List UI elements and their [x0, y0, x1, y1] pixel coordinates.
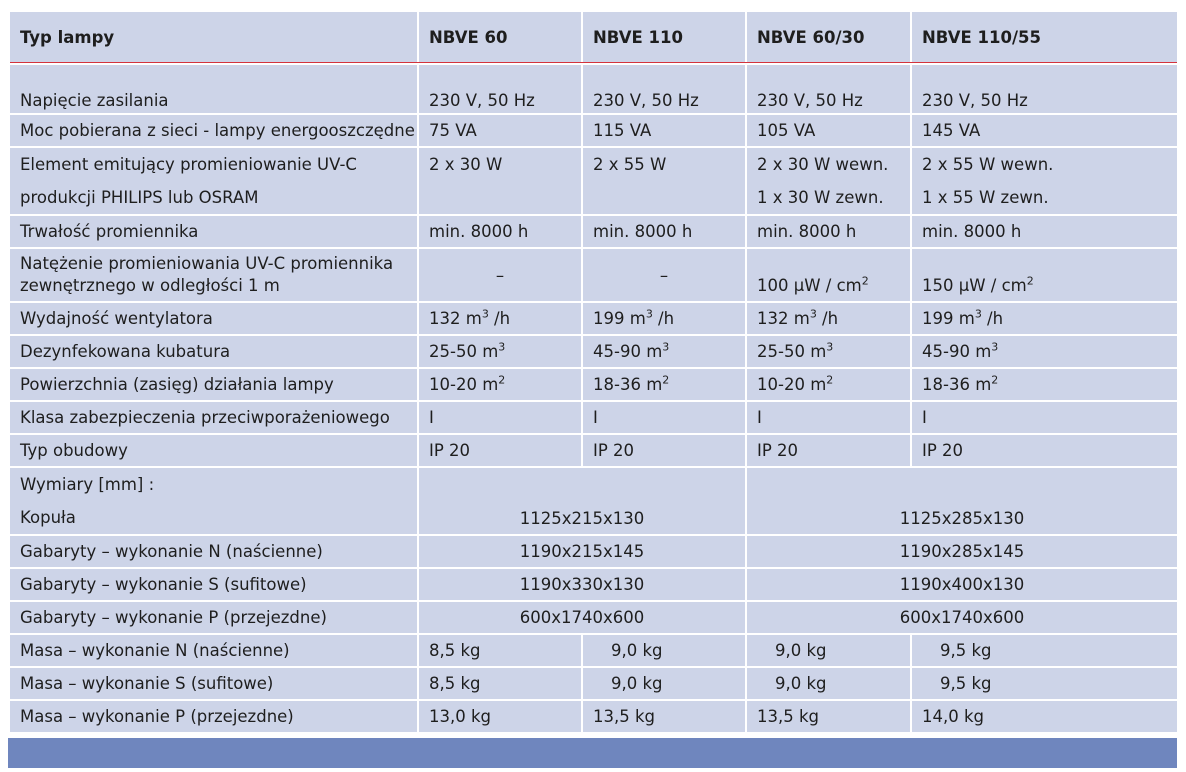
row-label: Napięcie zasilania	[9, 64, 418, 114]
model-name: NBVE 60/30	[746, 11, 911, 62]
cell-value: 115 VA	[582, 114, 746, 147]
cell-value: 9,5 kg	[911, 634, 1178, 667]
row-label: Gabaryty – wykonanie P (przejezdne)	[9, 601, 418, 634]
cell-value: 75 VA	[418, 114, 582, 147]
cell-value	[582, 335, 746, 368]
cell-value: 14,0 kg	[911, 700, 1178, 733]
table-row	[9, 215, 1178, 248]
cell-value	[418, 147, 582, 215]
cell-value: 1190x215x145	[418, 535, 746, 568]
unit-suffix: /h	[652, 309, 675, 328]
model-name: NBVE 60	[418, 11, 582, 62]
value-text: 10-20 m	[757, 375, 827, 394]
cell-value: IP 20	[418, 434, 582, 467]
unit-superscript: 2	[861, 274, 869, 288]
unit-superscript: 2	[1026, 274, 1034, 288]
cell-line: 2 x 55 W	[593, 155, 667, 174]
row-label: Typ obudowy	[9, 434, 418, 467]
cell-value	[746, 335, 911, 368]
row-label: Powierzchnia (zasięg) działania lampy	[9, 368, 418, 401]
cell-value: –	[418, 248, 582, 302]
row-label: Dezynfekowana kubatura	[9, 335, 418, 368]
cell-value: 9,0 kg	[746, 634, 911, 667]
cell-value: 105 VA	[746, 114, 911, 147]
value-text: 25-50 m	[757, 342, 827, 361]
cell-value	[418, 335, 582, 368]
unit-superscript: 3	[826, 340, 834, 354]
cell-line: 2 x 30 W	[429, 155, 503, 174]
header-label: Typ lampy	[9, 11, 418, 62]
row-label-line: produkcji PHILIPS lub OSRAM	[20, 188, 259, 207]
row-label	[9, 248, 418, 302]
table-row	[9, 368, 1178, 401]
table-row	[9, 467, 1178, 535]
cell-value: 230 V, 50 Hz	[911, 64, 1178, 114]
unit-superscript: 3	[645, 307, 653, 321]
row-label-line: Kopuła	[20, 508, 76, 527]
row-label: Wydajność wentylatora	[9, 302, 418, 335]
value-text: 132 m	[429, 309, 482, 328]
cell-value: 230 V, 50 Hz	[582, 64, 746, 114]
model-name: NBVE 110	[582, 11, 746, 62]
unit-superscript: 2	[826, 373, 834, 387]
table-row	[9, 248, 1178, 302]
table-row	[9, 634, 1178, 667]
unit-superscript: 3	[662, 340, 670, 354]
cell-value: 9,0 kg	[582, 667, 746, 700]
row-label: Gabaryty – wykonanie N (naścienne)	[9, 535, 418, 568]
table-row	[9, 114, 1178, 147]
cell-value: min. 8000 h	[582, 215, 746, 248]
cell-value: IP 20	[582, 434, 746, 467]
cell-value: min. 8000 h	[911, 215, 1178, 248]
table-row	[9, 568, 1178, 601]
cell-value: min. 8000 h	[418, 215, 582, 248]
value-text: 45-90 m	[922, 342, 992, 361]
table-row	[9, 535, 1178, 568]
unit-superscript: 3	[809, 307, 817, 321]
cell-line: 2 x 55 W wewn.	[922, 155, 1054, 174]
value-text: 45-90 m	[593, 342, 663, 361]
value-text: 25-50 m	[429, 342, 499, 361]
header-row	[9, 11, 1178, 62]
value-text: 18-36 m	[593, 375, 663, 394]
model-name: NBVE 110/55	[911, 11, 1178, 62]
value-text: 199 m	[593, 309, 646, 328]
table-row	[9, 335, 1178, 368]
cell-value	[746, 248, 911, 302]
cell-value	[911, 368, 1178, 401]
row-label	[9, 147, 418, 215]
cell-value: 9,0 kg	[582, 634, 746, 667]
cell-line: 2 x 30 W wewn.	[757, 155, 889, 174]
row-label-line: zewnętrznego w odległości 1 m	[20, 276, 280, 295]
value-text: 10-20 m	[429, 375, 499, 394]
unit-suffix: /h	[981, 309, 1004, 328]
cell-value: 600x1740x600	[418, 601, 746, 634]
cell-value: 13,5 kg	[746, 700, 911, 733]
unit-superscript: 3	[974, 307, 982, 321]
cell-value	[582, 147, 746, 215]
row-label-line: Element emitujący promieniowanie UV-C	[20, 155, 357, 174]
unit-superscript: 2	[991, 373, 999, 387]
cell-value	[746, 368, 911, 401]
value-text: 132 m	[757, 309, 810, 328]
cell-value: 9,5 kg	[911, 667, 1178, 700]
value-text: 150 µW / cm	[922, 276, 1027, 295]
cell-value: I	[746, 401, 911, 434]
cell-value: 9,0 kg	[746, 667, 911, 700]
unit-superscript: 2	[662, 373, 670, 387]
cell-value	[911, 335, 1178, 368]
cell-value: IP 20	[746, 434, 911, 467]
cell-value: 13,0 kg	[418, 700, 582, 733]
cell-line: 1 x 55 W zewn.	[922, 188, 1049, 207]
table-row	[9, 434, 1178, 467]
cell-value	[746, 147, 911, 215]
row-label: Klasa zabezpieczenia przeciwporażeniowego	[9, 401, 418, 434]
row-label: Trwałość promiennika	[9, 215, 418, 248]
cell-value	[746, 302, 911, 335]
unit-suffix: /h	[488, 309, 511, 328]
cell-value: –	[582, 248, 746, 302]
table-row	[9, 302, 1178, 335]
row-label: Gabaryty – wykonanie S (sufitowe)	[9, 568, 418, 601]
unit-superscript: 3	[991, 340, 999, 354]
spec-table	[8, 10, 1179, 734]
cell-value: 230 V, 50 Hz	[746, 64, 911, 114]
unit-suffix: /h	[816, 309, 839, 328]
cell-value	[582, 368, 746, 401]
cell-value: 1125x285x130	[746, 467, 1178, 535]
cell-value: IP 20	[911, 434, 1178, 467]
table-row	[9, 601, 1178, 634]
value-text: 18-36 m	[922, 375, 992, 394]
unit-superscript: 2	[498, 373, 506, 387]
cell-value: 1125x215x130	[418, 467, 746, 535]
cell-value: I	[582, 401, 746, 434]
cell-value: 145 VA	[911, 114, 1178, 147]
row-label: Masa – wykonanie P (przejezdne)	[9, 700, 418, 733]
table-row	[9, 667, 1178, 700]
table-row	[9, 401, 1178, 434]
row-label	[9, 467, 418, 535]
cell-value: 1190x400x130	[746, 568, 1178, 601]
footer-bar	[8, 738, 1177, 768]
cell-value: 600x1740x600	[746, 601, 1178, 634]
row-label: Masa – wykonanie N (naścienne)	[9, 634, 418, 667]
unit-superscript: 3	[481, 307, 489, 321]
cell-value: 230 V, 50 Hz	[418, 64, 582, 114]
cell-value	[582, 302, 746, 335]
cell-value: 8,5 kg	[418, 667, 582, 700]
value-text: 100 µW / cm	[757, 276, 862, 295]
cell-line: 1 x 30 W zewn.	[757, 188, 884, 207]
cell-value	[911, 248, 1178, 302]
cell-value: I	[418, 401, 582, 434]
cell-value: 1190x285x145	[746, 535, 1178, 568]
section-title: Wymiary [mm] :	[20, 475, 155, 494]
cell-value: min. 8000 h	[746, 215, 911, 248]
cell-value: 13,5 kg	[582, 700, 746, 733]
unit-superscript: 3	[498, 340, 506, 354]
cell-value	[911, 147, 1178, 215]
row-label-line: Natężenie promieniowania UV-C promiennika	[20, 254, 394, 273]
table-row	[9, 64, 1178, 114]
cell-value: 8,5 kg	[418, 634, 582, 667]
table-row	[9, 700, 1178, 733]
value-text: 199 m	[922, 309, 975, 328]
cell-value: I	[911, 401, 1178, 434]
cell-value	[418, 368, 582, 401]
cell-value	[418, 302, 582, 335]
row-label: Moc pobierana z sieci - lampy energooszczędne	[9, 114, 418, 147]
cell-value: 1190x330x130	[418, 568, 746, 601]
table-row	[9, 147, 1178, 215]
row-label: Masa – wykonanie S (sufitowe)	[9, 667, 418, 700]
cell-value	[911, 302, 1178, 335]
